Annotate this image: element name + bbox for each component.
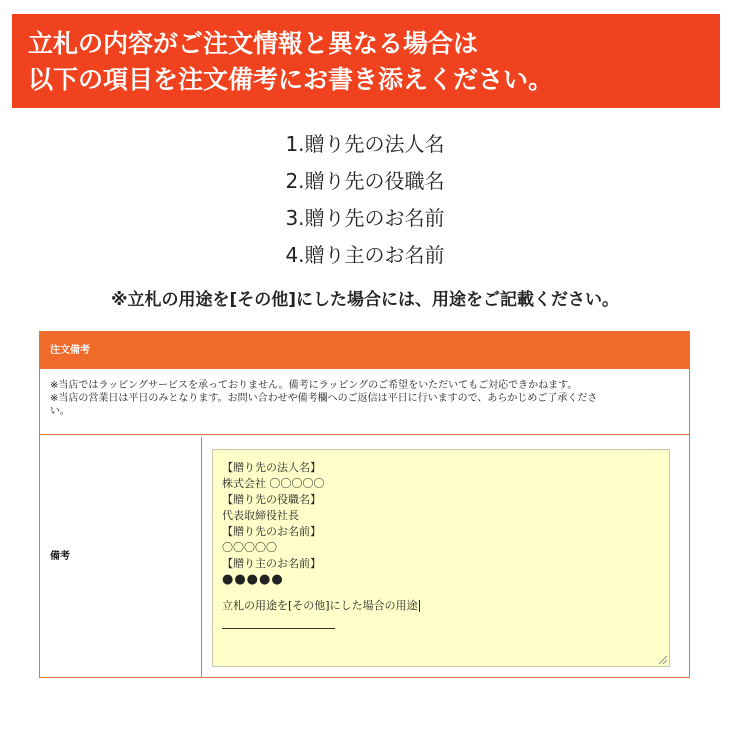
textarea-line: ●●●●● [222, 572, 284, 587]
instruction-banner [12, 14, 720, 108]
answer-underline [222, 628, 335, 629]
form-notice [40, 369, 689, 435]
textarea-line: 【贈り主のお名前】 [222, 557, 321, 570]
usage-note: ※立札の用途を[その他]にした場合には、用途をご記載ください。 [110, 290, 620, 310]
banner-line-2: 以下の項目を注文備考にお書き添えください。 [28, 65, 554, 94]
textarea-line: 【贈り先の法人名】 [222, 461, 321, 474]
text-caret [419, 600, 420, 612]
textarea-line: 〇〇〇〇〇 [222, 541, 277, 554]
required-items-list [0, 126, 730, 274]
resize-handle-icon[interactable] [659, 656, 667, 664]
banner-line-1: 立札の内容がご注文情報と異なる場合は [28, 29, 479, 58]
list-item: 3.贈り先のお名前 [285, 206, 445, 230]
textarea-line: 代表取締役社長 [222, 509, 299, 522]
textarea-line-with-caret [222, 598, 669, 614]
notes-label: 備考 [40, 437, 202, 677]
textarea-line: 株式会社 〇〇〇〇〇 [222, 477, 325, 490]
notice-line-2: ※当店の営業日は平日のみとなります。お問い合わせや備考欄へのご返信は平日に行いますので、あらかじめご了承くださ [50, 393, 598, 404]
list-item: 2.贈り先の役職名 [285, 169, 445, 193]
textarea-line: 立札の用途を[その他]にした場合の用途 [222, 599, 418, 612]
notes-row [40, 437, 689, 677]
list-item: 4.贈り主のお名前 [285, 243, 445, 267]
notice-line-1: ※当店ではラッピングサービスを承っておりません。備考にラッピングのご希望をいただいてもご対応できかねます。 [50, 380, 578, 391]
notice-line-3: い。 [50, 406, 70, 417]
notes-textarea[interactable] [212, 449, 670, 667]
list-item: 1.贈り先の法人名 [285, 132, 445, 156]
textarea-line: 【贈り先の役職名】 [222, 493, 321, 506]
textarea-line: 【贈り先のお名前】 [222, 525, 321, 538]
order-notes-form [39, 331, 690, 678]
form-header: 注文備考 [40, 332, 689, 369]
